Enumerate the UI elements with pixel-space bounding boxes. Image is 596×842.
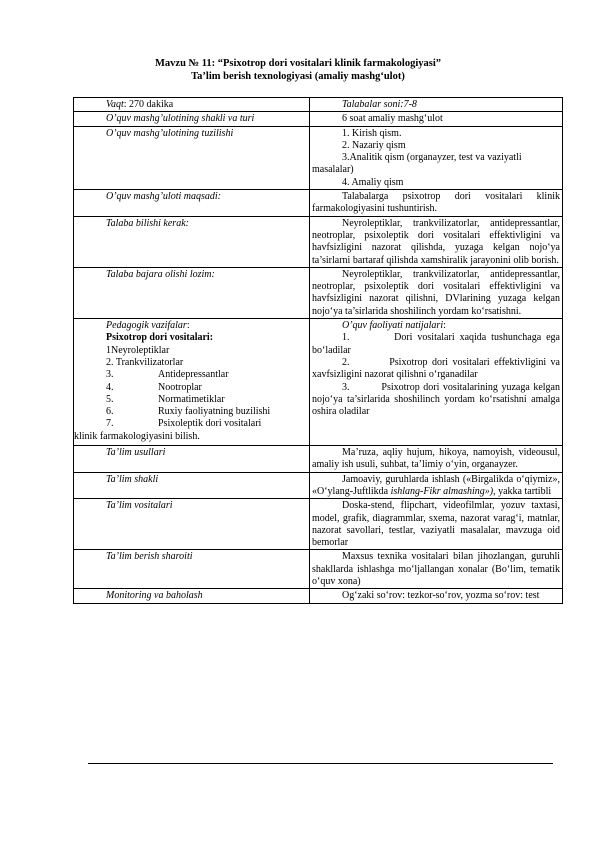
table-row: [74, 190, 563, 217]
table-row: [74, 126, 563, 189]
document-title: [0, 58, 596, 83]
table-row: [74, 589, 563, 603]
table-row: [74, 267, 563, 318]
row-label: O’quv mashg’ulotining shakli va turi: [106, 113, 255, 125]
row-right: Talabalar soni:7-8: [342, 99, 417, 110]
row-label: Ta’lim shakli: [106, 473, 159, 485]
section-heading: Psixotrop dori vositalari:: [106, 332, 214, 344]
table-row: [74, 216, 563, 267]
list-item: 2. Trankvilizatorlar: [106, 356, 184, 368]
row-right: Maxsus texnika vositalari bilan jihozlangan, guruhli shakllarda ishlashga mo‘ljallangan xonalar (Bo‘lim, tematik o‘quv xona): [312, 551, 560, 587]
row-right: 6 soat amaliy mashg‘ulot: [342, 113, 443, 125]
table-row: [74, 550, 563, 589]
list-item: 1. Dori vositalari xaqida tushunchaga ega bo‘ladilar: [312, 332, 560, 356]
table-row: Pedagogik vazifalar: Psixotrop dori vositalari: 1Neyroleptiklar 2. Trankvilizatorlar 3. Antidepressantlar 4. Nootroplar 5. Normatimetiklar 6. Ruxiy faoliyatning buzilishi 7. Psixoleptik dori vositalari klinik farmakologiyasini bilish. O’quv faoliyati natijalari: 1. Dori vositalari xaqida tushunchaga ega bo‘ladilar 2. Psixotrop dori vositalari effektivligini va xavfsizligini nazorat qilishni o‘rganadilar 3. Psixotrop dori vositalarining yuzaga kelgan nojo‘ya ta’sirlarida shoshilinch yordam ko‘rsatishni amalga oshira oladilar: [74, 319, 563, 446]
row-right: Neyroleptiklar, trankvilizatorlar, antidepressantlar, neotroplar, psixoleptik dori vositalari effektivligini va havfsizligini nazorat qilishni, DVlarining yuzaga kelgan nojo‘ya ta’sirlarida shoshilinch yordam ko‘rsatishni.: [312, 268, 560, 317]
row-label: Ta’lim vositalari: [106, 500, 173, 512]
list-item-tail: klinik farmakologiyasini bilish.: [74, 430, 200, 442]
title-line-1: Mavzu № 11: “Psixotrop dori vositalari klinik farmakologiyasi”: [155, 58, 441, 69]
list-item: 2. Nazariy qism: [342, 139, 406, 151]
row-right: Og‘zaki so‘rov: tezkor-so‘rov, yozma so‘rov: test: [342, 590, 540, 602]
row-right: Neyroleptiklar, trankvilizatorlar, antidepressantlar, neotroplar, psixoleptik dori vositalari effektivligini va havfsizligini nazorat qilishda, yuzaga kelgan nojo‘ya ta’sirlarni bartaraf qilishda xamshiralik jarayonini olib borish.: [312, 217, 560, 266]
row-right: Jamoaviy, guruhlarda ishlash («Birgalikda o‘qiymiz», «O‘ylang-Juftlikda ishlang-Fikr almashing»), yakka tartibli: [312, 473, 560, 497]
row-label: O’quv mashg’uloti maqsadi:: [106, 191, 221, 203]
row-label: Monitoring va baholash: [106, 590, 203, 602]
table-row: [74, 98, 563, 112]
list-item: 3. Antidepressantlar: [106, 369, 229, 381]
table-row: [74, 112, 563, 126]
table-row: [74, 472, 563, 499]
row-label: Vaqt: [106, 99, 124, 110]
row-label: Ta’lim usullari: [106, 447, 166, 459]
list-item: 4. Nootroplar: [106, 381, 202, 393]
list-item: 7. Psixoleptik dori vositalari: [106, 418, 262, 430]
page-divider: [88, 763, 553, 764]
row-label: Talaba bilishi kerak:: [106, 217, 189, 229]
row-right: Talabalarga psixotrop dori vositalari klinik farmakologiyasini tushuntirish.: [312, 191, 560, 215]
row-right: Ma’ruza, aqliy hujum, hikoya, namoyish, videousul, amaliy ish usuli, suhbat, ta’limiy o‘yin, organayzer.: [312, 447, 560, 471]
lesson-technology-table: [73, 97, 563, 604]
list-item: 3.Analitik qism (organayzer, test va vaziyatli masalalar): [312, 152, 522, 176]
row-label: Ta’lim berish sharoiti: [106, 551, 193, 563]
row-value: : 270 dakika: [123, 99, 174, 110]
table-row: [74, 499, 563, 550]
row-label: Talaba bajara olishi lozim:: [106, 268, 215, 280]
table-row: [74, 446, 563, 473]
row-right: Doska-stend, flipchart, videofilmlar, yozuv taxtasi, model, grafik, diagrammlar, sxema, nazorat varag‘i, matnlar, nazorat savollari, testlar, vaziyatli masalalar, mavzuga oid bemorlar: [312, 500, 560, 549]
list-item: 5. Normatimetiklar: [106, 393, 225, 405]
list-item: 2. Psixotrop dori vositalari effektivligini va xavfsizligini nazorat qilishni o‘rganadilar: [312, 356, 560, 381]
list-item: 1. Kirish qism.: [342, 127, 402, 139]
list-item: 1Neyroleptiklar: [106, 344, 170, 356]
list-item: 4. Amaliy qism: [342, 176, 404, 188]
list-item: 6. Ruxiy faoliyatning buzilishi: [106, 406, 271, 418]
title-line-2: Ta’lim berish texnologiyasi (amaliy mashg‘ulot): [191, 70, 405, 82]
row-label: O’quv mashg’ulotining tuzilishi: [106, 127, 234, 139]
row-label: Pedagogik vazifalar: [106, 320, 187, 332]
list-item: 3. Psixotrop dori vositalarining yuzaga kelgan nojo‘ya ta’sirlarida shoshilinch yordam ko‘rsatishni amalga oshira oladilar: [312, 381, 560, 418]
row-label: O’quv faoliyati natijalari: [342, 320, 444, 332]
